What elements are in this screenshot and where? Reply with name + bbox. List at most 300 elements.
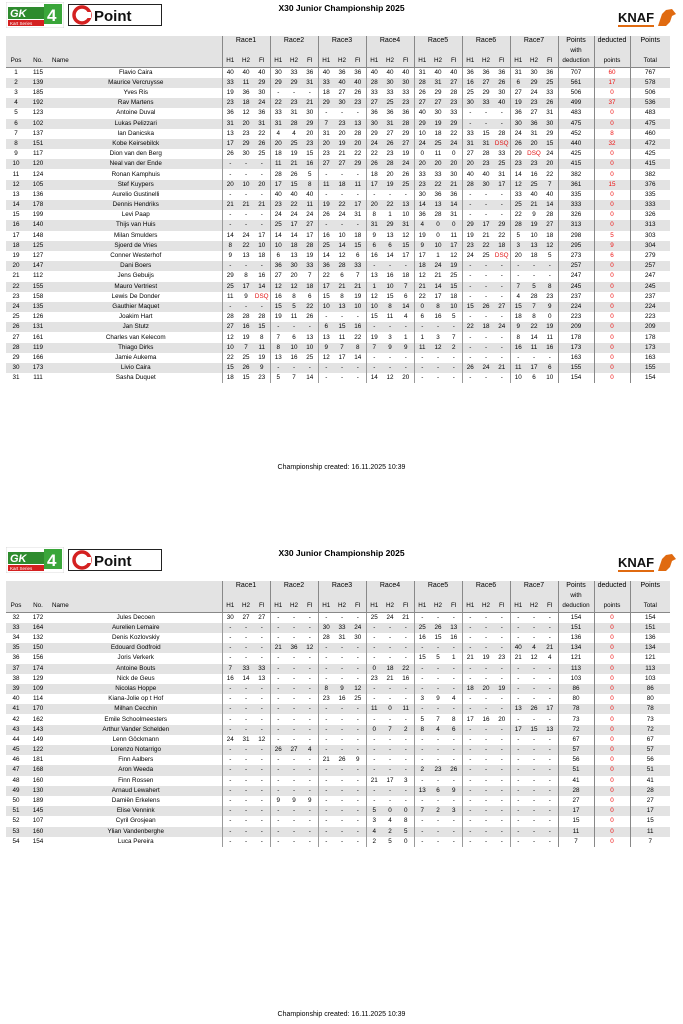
kart-number-cell: 131 <box>26 322 50 332</box>
race-points-cell: 5 <box>388 837 392 845</box>
race-points-cell: - <box>260 817 263 825</box>
race-points-cell: 11 <box>366 704 382 714</box>
race-points-cell: - <box>270 694 286 704</box>
race-points-cell: 18 <box>402 272 410 280</box>
race-points-cell: - <box>500 190 503 198</box>
race-points-cell: - <box>462 776 478 786</box>
driver-name-cell: Levi Paap <box>121 211 150 219</box>
race-points-cell: 21 <box>350 282 366 292</box>
deducted-points-cell: 0 <box>594 684 630 694</box>
points-with-deduction-cell: 51 <box>558 765 594 775</box>
table-row <box>6 159 670 169</box>
race-points-cell: - <box>350 643 366 653</box>
race-points-cell: 11 <box>302 200 318 210</box>
kart-number-cell: 123 <box>32 109 44 117</box>
race-points-cell: 28 <box>242 313 250 321</box>
points-with-deduction-cell: 136 <box>558 633 594 643</box>
race-points-cell: - <box>308 776 311 784</box>
driver-name-cell: Thiago Dirks <box>50 343 222 353</box>
race-points-cell: 13 <box>542 725 558 735</box>
race-points-cell: - <box>494 827 510 837</box>
race-points-cell: 22 <box>258 129 266 137</box>
race-points-cell: 30 <box>354 634 362 642</box>
race-points-cell: - <box>436 817 440 825</box>
race-points-cell: 7 <box>414 806 430 816</box>
race-points-cell: 19 <box>494 684 510 694</box>
race-points-cell: - <box>254 302 270 312</box>
driver-name-cell: Rav Martens <box>50 98 222 108</box>
race-points-cell: 20 <box>498 715 506 723</box>
deducted-points-cell: 0 <box>594 322 630 332</box>
knaf-logo <box>616 6 678 30</box>
kart-number-cell: 140 <box>26 220 50 230</box>
race-points-cell: 33 <box>478 98 494 108</box>
race-points-cell: 33 <box>510 190 526 200</box>
race-points-cell: - <box>548 797 551 805</box>
race-points-cell: - <box>318 373 334 383</box>
race-points-cell: - <box>404 353 407 361</box>
points-with-deduction-cell: 86 <box>558 684 594 694</box>
race-points-cell: - <box>270 88 286 98</box>
race-points-cell: - <box>510 786 526 796</box>
race-points-cell: - <box>340 190 344 198</box>
race-points-cell: 14 <box>430 282 446 292</box>
driver-name-cell: Milhan Cecchin <box>50 704 222 714</box>
race-points-cell: - <box>494 745 510 755</box>
race-points-cell: 15 <box>414 653 430 663</box>
race-points-cell: 10 <box>546 374 554 382</box>
race-header: Race1 <box>222 581 270 591</box>
race-points-cell: 31 <box>354 211 362 219</box>
race-points-cell: 8 <box>366 210 382 220</box>
race-points-cell: - <box>270 827 286 837</box>
race-points-cell: 24 <box>546 150 554 158</box>
race-points-cell: 28 <box>302 241 318 251</box>
position-cell: 31 <box>12 374 20 382</box>
race-points-cell: 18 <box>302 282 318 292</box>
race-points-cell: - <box>484 292 488 300</box>
table-row <box>6 776 670 786</box>
table-row <box>6 755 670 765</box>
race-points-cell: 21 <box>366 776 382 786</box>
race-points-cell: 33 <box>238 664 254 674</box>
deducted-points-cell: 0 <box>594 271 630 281</box>
table-row <box>6 302 670 312</box>
race-points-cell: 33 <box>462 129 478 139</box>
race-points-cell: 29 <box>434 89 442 97</box>
race-points-cell: 3 <box>436 333 440 341</box>
race-points-cell: 15 <box>434 634 442 642</box>
driver-name-cell: Damiën Erkelens <box>111 797 160 805</box>
race-header: Race5 <box>414 581 462 591</box>
race-points-cell: - <box>318 653 334 663</box>
race-points-cell: - <box>318 714 334 724</box>
race-points-cell: 3 <box>510 241 526 251</box>
race-points-cell: 9 <box>366 231 382 241</box>
race-points-cell: - <box>494 725 510 735</box>
table-row <box>6 67 670 78</box>
race-points-cell: 8 <box>222 241 238 251</box>
race-points-cell: - <box>446 684 462 694</box>
race-points-cell: - <box>340 776 344 784</box>
race-points-cell: 28 <box>530 292 538 300</box>
race-points-cell: - <box>286 704 302 714</box>
race-points-cell: - <box>270 623 286 633</box>
race-points-cell: 15 <box>286 180 302 190</box>
race-points-cell: - <box>254 745 270 755</box>
race-points-cell: - <box>356 654 359 662</box>
championship-created-footer: Championship created: 16.11.2025 10:39 <box>277 464 406 471</box>
race-points-cell: 29 <box>494 220 510 230</box>
race-points-cell: - <box>270 363 286 373</box>
race-points-cell: - <box>222 816 238 826</box>
kart-number-cell: 150 <box>26 643 50 653</box>
race-points-cell: - <box>500 634 503 642</box>
race-points-cell: 5 <box>270 373 286 383</box>
table-row <box>6 169 670 179</box>
race-points-cell: - <box>510 664 526 674</box>
race-points-cell: 27 <box>334 159 350 169</box>
race-points-cell: - <box>548 837 551 845</box>
race-points-cell: 33 <box>546 89 554 97</box>
position-cell: 26 <box>6 322 26 332</box>
table-row <box>6 78 670 88</box>
race-points-cell: 18 <box>318 88 334 98</box>
race-points-cell: 19 <box>382 180 398 190</box>
points-with-deduction-cell: 425 <box>558 149 594 159</box>
race-points-cell: 21 <box>338 150 346 158</box>
race-points-cell: - <box>414 612 430 623</box>
race-points-cell: - <box>254 159 270 169</box>
deducted-points-cell: 0 <box>594 149 630 159</box>
kart-number-cell: 199 <box>32 211 44 219</box>
race-points-cell: - <box>446 664 462 674</box>
race-points-cell: - <box>340 817 344 825</box>
race-points-cell: 2 <box>446 343 462 353</box>
position-cell: 53 <box>6 827 26 837</box>
race-points-cell: 9 <box>244 292 248 300</box>
points-with-deduction-cell: 295 <box>558 241 594 251</box>
race-points-cell: - <box>510 623 526 633</box>
race-points-cell: - <box>510 684 526 694</box>
race-points-cell: 26 <box>366 159 382 169</box>
race-points-cell: 6 <box>355 252 360 260</box>
race-points-cell: - <box>308 613 311 621</box>
race-points-cell: - <box>526 261 542 271</box>
race-points-cell: 33 <box>366 88 382 98</box>
points-with-deduction-cell: 499 <box>558 98 594 108</box>
race-points-cell: - <box>532 756 536 764</box>
race-points-cell: 10 <box>254 241 270 251</box>
race-points-cell: - <box>462 816 478 826</box>
race-points-cell: - <box>308 89 311 97</box>
position-cell: 36 <box>12 654 20 662</box>
driver-name-cell: Sjoerd de Vries <box>50 241 222 251</box>
position-cell: 6 <box>6 119 26 129</box>
race-points-cell: 7 <box>526 302 542 312</box>
position-cell: 19 <box>12 252 20 260</box>
race-points-cell: 2 <box>382 827 398 837</box>
position-cell: 2 <box>6 78 26 88</box>
race-points-cell: 25 <box>306 353 314 361</box>
points-with-deduction-cell: 11 <box>558 827 594 837</box>
race-points-cell: 10 <box>402 211 410 219</box>
race-points-cell: 16 <box>318 231 334 241</box>
race-points-cell: 40 <box>366 67 382 78</box>
race-points-cell: 22 <box>222 353 238 363</box>
kart-number-cell: 105 <box>26 180 50 190</box>
race-points-cell: 28 <box>354 129 362 137</box>
race-header: Race6 <box>462 581 510 591</box>
race-points-cell: 24 <box>350 623 366 633</box>
race-points-cell: - <box>244 837 248 845</box>
race-points-cell: - <box>292 89 296 97</box>
race-points-cell: - <box>318 796 334 806</box>
race-points-cell: 19 <box>542 322 558 332</box>
race-points-cell: 26 <box>290 170 298 178</box>
position-cell: 22 <box>6 282 26 292</box>
race-points-cell: - <box>318 827 334 837</box>
race-points-cell: - <box>238 704 254 714</box>
table-row <box>6 231 670 241</box>
race-points-cell: 9 <box>355 756 360 764</box>
results-page-2 <box>0 545 683 1024</box>
race-points-cell: - <box>542 684 558 694</box>
race-points-cell: - <box>478 806 494 816</box>
race-points-cell: - <box>254 220 270 230</box>
race-points-cell: - <box>510 612 526 623</box>
race-points-cell: 22 <box>526 322 542 332</box>
race-points-cell: - <box>532 272 536 280</box>
race-points-cell: 18 <box>530 252 538 260</box>
race-points-cell: 33 <box>434 170 442 178</box>
race-points-cell: - <box>340 715 344 723</box>
deducted-points-cell: 0 <box>594 159 630 169</box>
race-points-cell: 8 <box>292 292 296 300</box>
race-points-cell: 0 <box>398 806 414 816</box>
race-points-cell: 13 <box>414 786 430 796</box>
race-points-cell: - <box>494 282 510 292</box>
kart-number-cell: 173 <box>26 363 50 373</box>
race-points-cell: - <box>388 654 392 662</box>
race-points-cell: - <box>318 363 334 373</box>
race-points-cell: 40 <box>402 68 410 76</box>
points-with-deduction-cell: 7 <box>558 837 594 847</box>
total-points-cell: 425 <box>630 149 670 159</box>
race-points-cell: 5 <box>451 313 456 321</box>
race-header: Race4 <box>366 36 414 46</box>
race-points-cell: - <box>318 735 334 745</box>
total-points-cell: 78 <box>630 704 670 714</box>
table-row <box>6 220 670 230</box>
race-points-cell: - <box>404 654 407 662</box>
race-points-cell: - <box>526 623 542 633</box>
race-points-cell: - <box>388 190 392 198</box>
deducted-points-cell: 0 <box>594 633 630 643</box>
driver-name-cell: Charles van Kelecom <box>105 333 166 341</box>
race-points-cell: 28 <box>510 220 526 230</box>
race-points-cell: - <box>238 786 254 796</box>
race-points-cell: - <box>270 714 286 724</box>
race-points-cell: - <box>462 827 478 837</box>
race-points-cell: 21 <box>510 653 526 663</box>
position-cell: 41 <box>6 704 26 714</box>
race-points-cell: 30 <box>318 623 334 633</box>
race-points-cell: - <box>254 765 270 775</box>
deducted-points-cell: 8 <box>594 129 630 139</box>
race-points-cell: 10 <box>430 241 446 251</box>
race-points-cell: - <box>462 119 478 129</box>
race-points-cell: 25 <box>382 98 398 108</box>
race-points-cell: - <box>340 735 344 743</box>
race-points-cell: - <box>462 200 478 210</box>
race-points-cell: - <box>260 797 263 805</box>
race-points-cell: - <box>356 797 359 805</box>
race-points-cell: - <box>452 756 455 764</box>
deducted-points-cell: 0 <box>594 827 630 837</box>
race-points-cell: 40 <box>434 68 442 76</box>
race-points-cell: 11 <box>270 159 286 169</box>
race-points-cell: 36 <box>402 109 410 117</box>
race-points-cell: - <box>366 322 382 332</box>
table-row <box>6 332 670 342</box>
race-points-cell: - <box>244 715 248 723</box>
race-points-cell: 33 <box>302 261 318 271</box>
race-points-cell: - <box>452 837 455 845</box>
race-points-cell: - <box>462 633 478 643</box>
driver-name-cell: Yves Ris <box>123 89 148 97</box>
race-points-cell: 30 <box>542 119 558 129</box>
race-points-cell: - <box>532 634 536 642</box>
race-points-cell: 8 <box>382 302 398 312</box>
race-points-cell: 2 <box>398 725 414 735</box>
points-with-deduction-cell: 440 <box>558 139 594 149</box>
race-points-cell: 20 <box>306 129 314 137</box>
race-points-cell: - <box>548 817 551 825</box>
race-points-cell: - <box>414 735 430 745</box>
position-cell: 16 <box>6 220 26 230</box>
race-points-cell: - <box>270 664 286 674</box>
race-points-cell: - <box>270 806 286 816</box>
race-points-cell: 28 <box>222 312 238 322</box>
race-points-cell: 20 <box>270 139 286 149</box>
race-points-cell: 7 <box>382 725 398 735</box>
driver-name-cell: Kiana-Jolie op t Hof <box>108 695 164 703</box>
deducted-points-cell: 0 <box>594 623 630 633</box>
race-points-cell: - <box>484 837 488 845</box>
race-points-cell: 40 <box>290 190 298 198</box>
race-points-cell: 24 <box>386 613 394 621</box>
race-points-cell: - <box>462 282 478 292</box>
race-points-cell: 13 <box>510 704 526 714</box>
deducted-points-cell: 0 <box>594 612 630 623</box>
race-points-cell: 15 <box>462 302 478 312</box>
race-points-cell: 24 <box>494 322 510 332</box>
driver-name-cell: Stef Kuypers <box>50 180 222 190</box>
race-points-cell: - <box>318 643 334 653</box>
race-points-cell: 31 <box>546 109 554 117</box>
race-points-cell: - <box>462 373 478 383</box>
race-points-cell: 11 <box>546 333 554 341</box>
total-points-cell: 483 <box>630 108 670 118</box>
race-points-cell: 14 <box>306 374 314 382</box>
race-points-cell: - <box>462 694 478 704</box>
race-points-cell: - <box>238 684 254 694</box>
kart-number-cell: 132 <box>32 634 44 642</box>
race-points-cell: - <box>500 695 503 703</box>
deducted-points-cell: 0 <box>594 88 630 98</box>
race-points-cell: 36 <box>462 67 478 78</box>
race-points-cell: 13 <box>258 674 266 682</box>
race-points-cell: 0 <box>414 149 430 159</box>
race-points-cell: 26 <box>238 363 254 373</box>
race-points-cell: - <box>292 613 296 621</box>
race-points-cell: 30 <box>450 170 458 178</box>
total-points-cell: 17 <box>630 806 670 816</box>
race-points-cell: - <box>494 343 510 353</box>
race-points-cell: 27 <box>478 78 494 88</box>
race-points-cell: 11 <box>338 333 346 341</box>
race-points-cell: 26 <box>414 88 430 98</box>
race-points-cell: - <box>510 353 526 363</box>
race-points-cell: - <box>542 261 558 271</box>
race-points-cell: 4 <box>451 695 456 703</box>
race-points-cell: 23 <box>398 98 414 108</box>
race-points-cell: 23 <box>430 765 446 775</box>
race-points-cell: 21 <box>334 282 350 292</box>
race-points-cell: - <box>260 837 263 845</box>
deducted-points-cell: 0 <box>594 765 630 775</box>
race-points-cell: 40 <box>482 170 490 178</box>
race-points-cell: 18 <box>450 292 458 300</box>
race-points-cell: - <box>318 786 334 796</box>
svg-text:KNAF: KNAF <box>618 10 655 25</box>
race-header: Race4 <box>366 581 414 591</box>
page-title: X30 Junior Championship 2025 <box>278 3 405 13</box>
race-points-cell: - <box>494 765 510 775</box>
total-points-cell: 326 <box>630 210 670 220</box>
race-points-cell: - <box>260 634 263 642</box>
position-cell: 45 <box>6 745 26 755</box>
race-points-cell: 36 <box>354 68 362 76</box>
race-points-cell: - <box>452 374 455 382</box>
race-points-cell: - <box>548 756 551 764</box>
race-points-cell: - <box>222 704 238 714</box>
total-points-cell: 134 <box>630 643 670 653</box>
deducted-points-cell: 0 <box>594 674 630 684</box>
race-points-cell: 36 <box>242 89 250 97</box>
race-points-cell: - <box>350 827 366 837</box>
table-row <box>6 735 670 745</box>
race-points-cell: 31 <box>242 735 250 743</box>
race-points-cell: 25 <box>430 139 446 149</box>
race-points-cell: 36 <box>318 261 334 271</box>
race-points-cell: 23 <box>526 98 542 108</box>
points-with-deduction-cell: 237 <box>558 292 594 302</box>
race-points-cell: - <box>318 312 334 322</box>
race-points-cell: - <box>222 786 238 796</box>
race-points-cell: 8 <box>451 715 456 723</box>
kart-number-cell: 114 <box>32 695 44 703</box>
race-points-cell: - <box>500 776 503 784</box>
table-row <box>6 180 670 190</box>
race-points-cell: 24 <box>242 231 250 239</box>
race-points-cell: 25 <box>526 180 542 190</box>
points-with-deduction-cell: 273 <box>558 251 594 261</box>
total-points-cell: 237 <box>630 292 670 302</box>
driver-name-cell: Cyril Grosjean <box>115 817 156 825</box>
race-points-cell: 8 <box>542 282 558 292</box>
